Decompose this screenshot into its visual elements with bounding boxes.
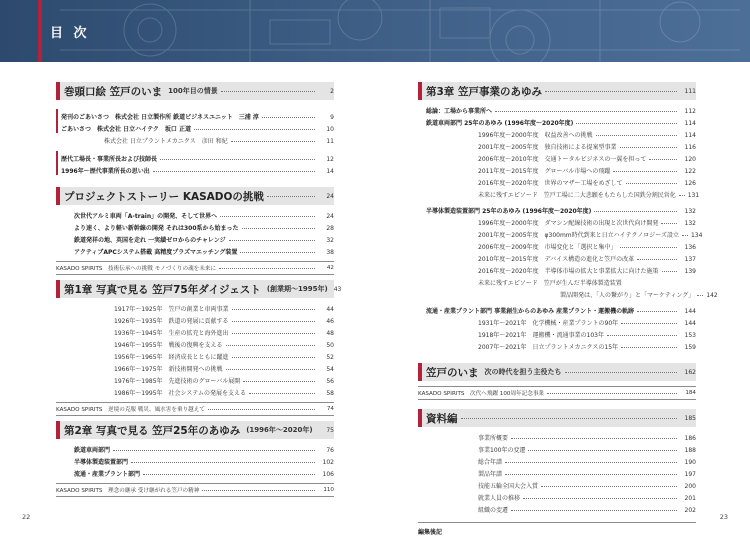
toc-entry: 2001年度〜2005年度 φ300mm時代到来と日立ハイテクノロジーズ設立 134 bbox=[478, 232, 703, 239]
toc-entry: 1946年〜1955年 戦後の復興を支える 50 bbox=[114, 342, 334, 349]
toc-entry: 組織の変遷 202 bbox=[478, 507, 696, 514]
toc-entry: 製品開発は、「人の繋がり」と「マーケティング」 142 bbox=[560, 292, 718, 299]
toc-entry: 1956年〜1965年 経済成長とともに躍進 52 bbox=[114, 354, 334, 361]
toc-entry: 1986年〜1995年 社会システムの発展を支える 58 bbox=[114, 390, 334, 397]
page-number-right: 23 bbox=[719, 513, 728, 521]
toc-entry: 2001年度〜2005年度 独自技術による提案型事業 116 bbox=[478, 144, 696, 151]
toc-entry: 1996年〜歴代事業所長の思い出 14 bbox=[56, 163, 334, 175]
toc-entry: 未来に残すエピソード 笠戸が生んだ半導体製造装置 bbox=[478, 280, 622, 287]
toc-entry: 1996年度〜2000年度 ダマシン配線技術の出現と次世代向け開発 132 bbox=[478, 220, 696, 227]
kasado-spirits-entry: KASADO SPIRITS 理念の継承 受け継がれる笠戸の精神 110 bbox=[56, 483, 334, 497]
toc-entry: 製品年譜 197 bbox=[478, 471, 696, 478]
toc-entry: 技能五輪全国大会入賞 200 bbox=[478, 483, 696, 490]
chapter-2: 第2章 写真で見る 笠戸25年のあゆみ (1996年〜2020年) 75 bbox=[56, 421, 334, 439]
toc-entry: ごあいさつ 株式会社 日立ハイテク 坂口 正道 10 bbox=[56, 121, 334, 133]
toc-entry: 2016年度〜2020年度 世界のマザー工場をめざして 126 bbox=[478, 180, 696, 187]
kasado-spirits-entry: KASADO SPIRITS 逆境の克服 戦災、風水害を乗り越えて 74 bbox=[56, 402, 334, 416]
kasado-spirits-entry: KASADO SPIRITS 技術伝承への挑戦 モノづくりの魂を未来に 42 bbox=[56, 261, 334, 275]
chapter-project-story: プロジェクトストーリー KASADOの挑戦 24 bbox=[56, 187, 334, 205]
toc-entry: 事業所概要 186 bbox=[478, 435, 696, 442]
toc-entry: 未来に残すエピソード 笠戸工場に二大悲願をもたらした国鉄分割民営化 131 bbox=[478, 192, 700, 199]
toc-entry: 2010年度〜2015年度 デバイス構造の進化と笠戸の改革 137 bbox=[478, 256, 696, 263]
toc-entry: 2016年度〜2020年度 半導体市場の拡大と事業拡大に向けた施策 139 bbox=[478, 268, 696, 275]
toc-entry: 2006年度〜2009年度 市場変化と「選択と集中」 136 bbox=[478, 244, 696, 251]
page-number-left: 22 bbox=[22, 513, 31, 521]
toc-entry: 1917年〜1925年 笠戸の創業と車両事業 44 bbox=[114, 306, 334, 313]
page-title: 目 次 bbox=[50, 26, 90, 41]
toc-entry: 流通・産業プラント部門 106 bbox=[74, 471, 334, 478]
toc-entry: 発刊のごあいさつ 株式会社 日立製作所 鉄道ビジネスユニット 三浦 淳 9 bbox=[56, 109, 334, 121]
header-banner bbox=[0, 0, 750, 62]
kasado-spirits-entry: KASADO SPIRITS 次代へ飛躍 100周年記念事業 184 bbox=[418, 386, 696, 400]
toc-entry: 1926年〜1935年 鉄道の発展に貢献する 46 bbox=[114, 318, 334, 325]
chapter-appendix: 資料編 185 bbox=[418, 409, 696, 427]
toc-entry: より速く、より軽い新幹線の開発 それは300系から始まった 28 bbox=[74, 225, 334, 232]
chapter-kasado-now: 笠戸のいま 次の時代を担う主役たち 162 bbox=[418, 363, 696, 381]
toc-entry: 歴代工場長・事業所長および技師長 12 bbox=[56, 151, 334, 163]
toc-entry: 2011年度〜2015年度 グローバル市場への飛躍 122 bbox=[478, 168, 696, 175]
toc-entry: アクティブAPCシステム搭載 高精度プラズマエッチング装置 38 bbox=[74, 249, 334, 256]
toc-entry: 就業人員の推移 201 bbox=[478, 495, 696, 502]
toc-entry: 鉄道発祥の地、英国を走れ 一実績ゼロからのチャレンジ 32 bbox=[74, 237, 334, 244]
toc-entry: 総合年譜 190 bbox=[478, 459, 696, 466]
toc-entry: 半導体製造装置部門 25年のあゆみ (1996年度〜2020年度) 132 bbox=[426, 208, 696, 215]
toc-entry: 1931年〜2021年 化学機械・産業プラントの90年 144 bbox=[478, 320, 696, 327]
toc-entry: 事業100年の変遷 188 bbox=[478, 447, 696, 454]
toc-entry: 2006年度〜2010年度 交通トータルビジネスの一翼を担って 120 bbox=[478, 156, 696, 163]
toc-entry: 1996年度〜2000年度 収益改善への挑戦 114 bbox=[478, 132, 696, 139]
toc-entry: 流通・産業プラント部門 事業創生からのあゆみ 産業プラント・運搬機の軌跡 144 bbox=[426, 308, 696, 315]
right-column bbox=[418, 80, 718, 536]
toc-entry: 株式会社 日立プラントメカニクス 彦田 和紀 11 bbox=[104, 138, 334, 145]
left-column bbox=[56, 80, 342, 502]
toc-entry: 1976年〜1985年 先進技術のグローバル展開 56 bbox=[114, 378, 334, 385]
chapter-frontispiece: 巻頭口絵 笠戸のいま 100年目の情景 2 bbox=[56, 82, 334, 100]
toc-entry: 鉄道車両部門 25年のあゆみ (1996年度〜2020年度) 114 bbox=[426, 120, 696, 127]
afterword: 編集後記 bbox=[418, 522, 696, 536]
toc-entry: 総論：工場から事業所へ 112 bbox=[426, 108, 696, 115]
banner-accent bbox=[38, 0, 42, 62]
toc-entry: 1918年〜2021年 運搬機・流通事業の103年 153 bbox=[478, 332, 696, 339]
toc-entry: 次世代アルミ車両「A-train」の開発、そして世界へ 24 bbox=[74, 213, 334, 220]
chapter-1: 第1章 写真で見る 笠戸75年ダイジェスト (創業期〜1995年) 43 bbox=[56, 280, 334, 298]
toc-entry: 2007年〜2021年 日立プラントメカニクスの15年 159 bbox=[478, 344, 696, 351]
chapter-3: 第3章 笠戸事業のあゆみ 111 bbox=[418, 82, 696, 100]
blueprint-pattern bbox=[0, 0, 750, 62]
toc-entry: 半導体製造装置部門 102 bbox=[74, 459, 334, 466]
toc-entry: 1936年〜1945年 生産の拡充と海外進出 48 bbox=[114, 330, 334, 337]
toc-entry: 1966年〜1975年 新技術開発への挑戦 54 bbox=[114, 366, 334, 373]
toc-entry: 鉄道車両部門 76 bbox=[74, 447, 334, 454]
